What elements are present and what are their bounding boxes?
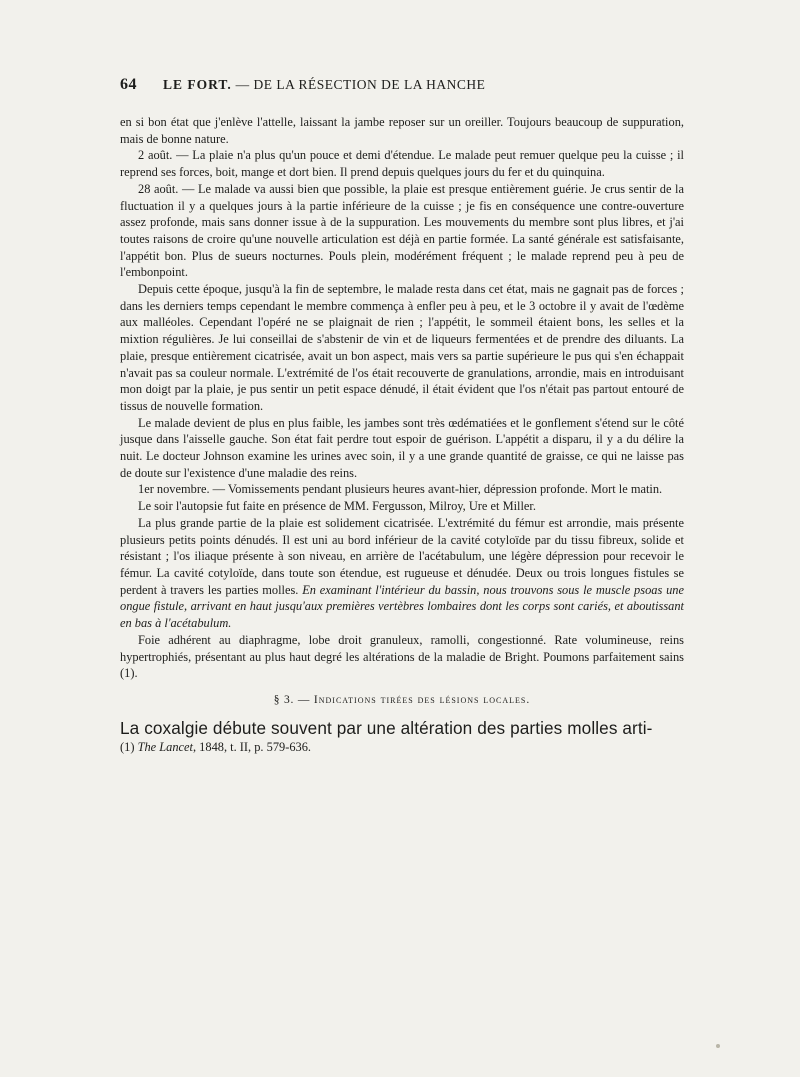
page-body — [120, 114, 684, 755]
paragraph-depuis: Depuis cette époque, jusqu'à la fin de septembre, le malade resta dans cet état, mais ne gagnait pas de forces ; dans les derniers temps cependant le membre commença à enfler peu à peu, et le 3 octobre il y avait de l'œdème aux malléoles. Cependant l'opéré ne se plaignait de rien ; l'appétit, le sommeil étaient bons, les selles et la mixtion régulières. Je lui conseillai de s'abstenir de vin et de liqueurs fermentées et de prendre des diluants. La plaie, presque entièrement cicatrisée, avait un bon aspect, mais vers sa partie supérieure le pus qui s'en échappait n'avait pas sa couleur normale. L'extrémité de l'os était recouverte de granulations, arrondie, mais en introduisant mon doigt par la plaie, je pus sentir un petit espace dénudé, il était évident que l'os n'était pas partout entouré de tissus de nouvelle formation. — [120, 282, 684, 413]
paragraph-autopsie: Le soir l'autopsie fut faite en présence de MM. Fergusson, Milroy, Ure et Miller. — [138, 499, 536, 514]
running-header — [120, 76, 680, 94]
paragraph-malade-faible: Le malade devient de plus en plus faible, les jambes sont très œdématiées et le gonflement s'étend sur le côté jusque dans l'aisselle gauche. Son état fait perdre tout espoir de guérison. L'appétit a disparu, il y a du délire la nuit. Le docteur Johnson examine les urines avec soin, il y a une grande quantité de graisse, ce qui ne laisse pas de doute sur l'existence d'une maladie des reins. — [120, 415, 684, 480]
paragraph-plaie-text: La plus grande partie de la plaie est solidement cicatrisée. L'extrémité du fémur est arrondie, mais présente plusieurs petits points dénudés. Il est uni au bord inférieur de la cavité cotyloïde par du tissu fibreux, solide et résistant ; l'os iliaque présente à son niveau, en arrière de l'acétabulum, une légère dépression pour recevoir le fémur. La cavité cotyloïde, dans toute son étendue, est rugueuse et dénudée. Deux ou trois longues fistules se perdent à travers les parties molles. — [120, 515, 684, 597]
footnote-marker: (1) — [120, 739, 135, 754]
section-heading — [120, 692, 684, 709]
paragraph-plaie — [120, 515, 684, 632]
footnote-journal: The Lancet — [137, 739, 193, 754]
section-number: § 3. — — [273, 693, 311, 706]
header-title: — DE LA RÉSECTION DE LA HANCHE — [235, 77, 486, 92]
large-print-line: La coxalgie débute souvent par une altération des parties molles arti- — [120, 717, 653, 738]
footnote-reference: , 1848, t. II, p. 579-636. — [192, 739, 312, 754]
paragraph-2-aout: 2 août. — La plaie n'a plus qu'un pouce et demi d'étendue. Le malade peut remuer quelque peu la cuisse ; il reprend ses forces, boit, mange et dort bien. Il prend depuis quelques jours du fer et du quinquina. — [120, 148, 684, 180]
header-author: LE FORT. — [163, 77, 232, 92]
paper-speck — [716, 1044, 720, 1048]
paragraph-novembre: 1er novembre. — Vomissements pendant plusieurs heures avant-hier, dépression profonde. Mort le matin. — [138, 482, 663, 497]
footnote — [120, 739, 684, 756]
paragraph-continued: en si bon état que j'enlève l'attelle, laissant la jambe reposer sur un oreiller. Toujours beaucoup de suppuration, mais de bonne nature. — [120, 115, 684, 146]
paragraph-bassin-italic: En examinant l'intérieur du bassin, nous trouvons sous le muscle psoas une ongue fistule, arrivant en haut jusqu'aux premières vertèbres lombaires dont les corps sont cariés, et aboutissant en bas à l'acétabulum. — [120, 582, 684, 631]
page-number: 64 — [120, 76, 137, 93]
paragraph-28-aout: 28 août. — Le malade va aussi bien que possible, la plaie est presque entièrement guérie. Je crus sentir de la fluctuation il y a quelques jours à la partie inférieure de la cuisse ; je fis en conséquence une contre-ouverture assez profonde, mais sans donner issue à de la suppuration. Les mouvements du membre sont plus libres, et j'ai toutes raisons de croire qu'une nouvelle articulation est déjà en partie formée. La santé générale est satisfaisante, l'appétit bon. Plus de sueurs nocturnes. Pouls plein, modérément fréquent ; le malade reprend peu à peu de l'embonpoint. — [120, 181, 684, 280]
section-title: Indications tirées des lésions locales. — [313, 693, 531, 706]
paragraph-foie: Foie adhérent au diaphragme, lobe droit granuleux, ramolli, congestionné. Rate volumineuse, reins hypertrophiés, présentant au plus haut degré les altérations de la maladie de Bright. Poumons parfaitement sains (1). — [120, 632, 684, 681]
